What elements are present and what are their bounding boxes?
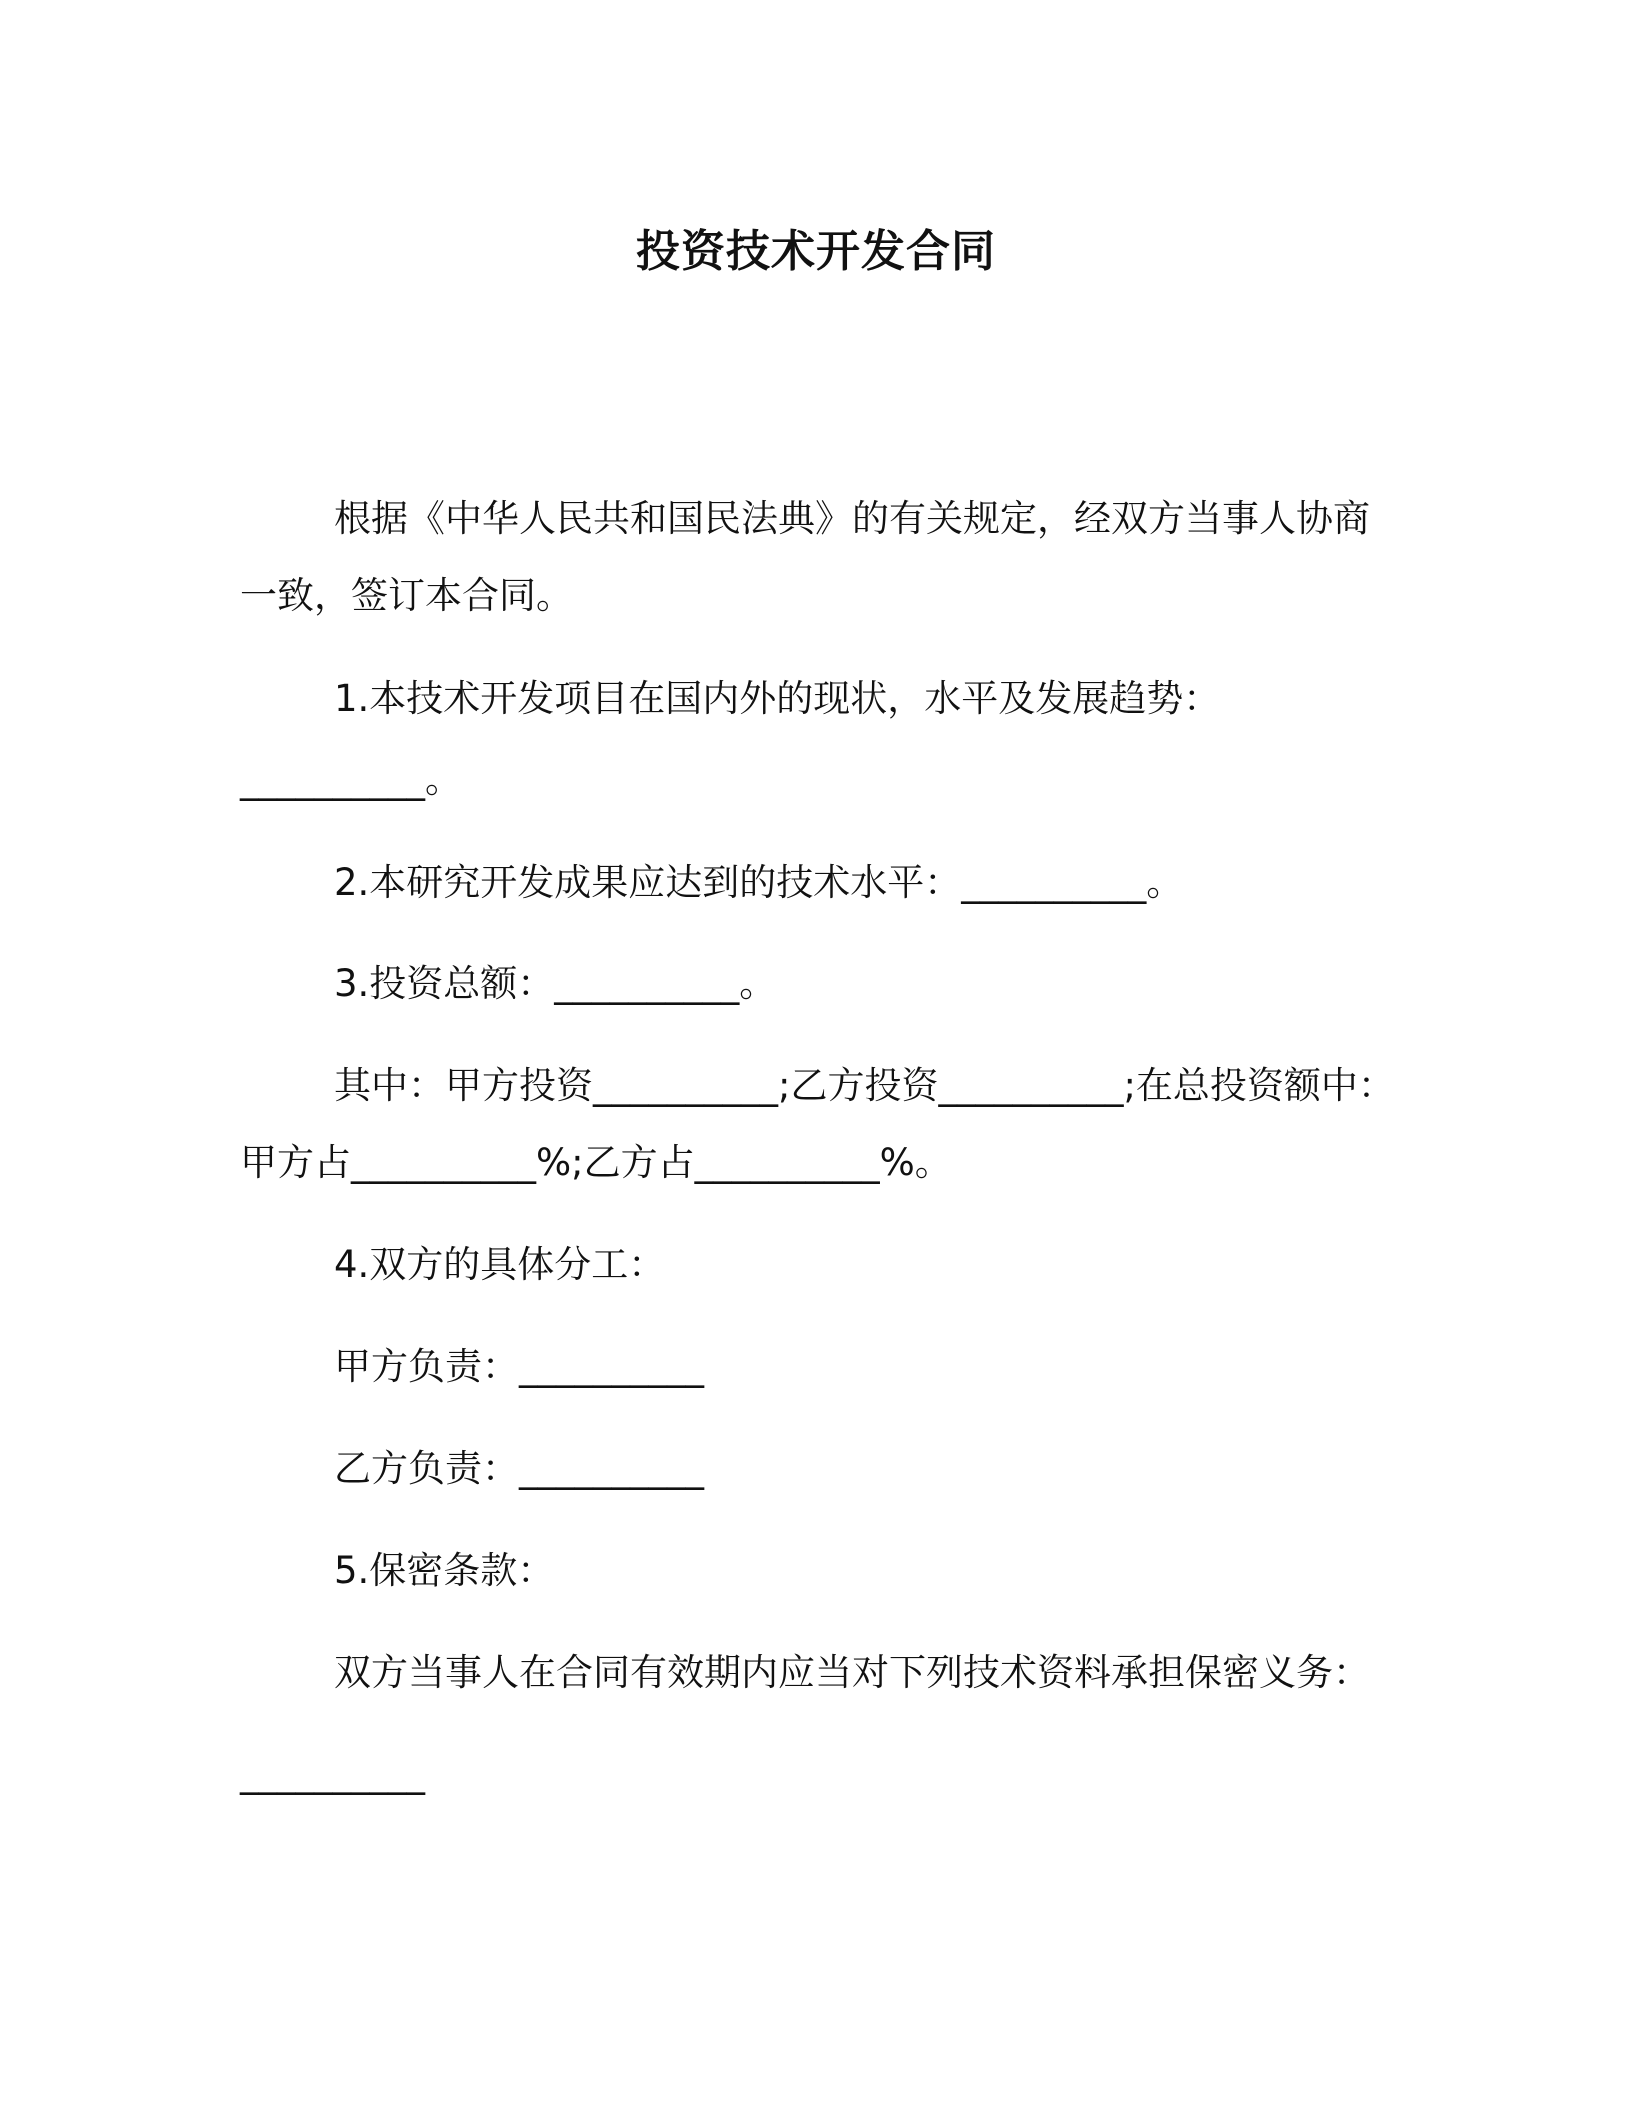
clause-4-text: 4.双方的具体分工： — [334, 1243, 666, 1286]
clause-5-detail: 双方当事人在合同有效期内应当对下列技术资料承担保密义务： — [334, 1651, 1370, 1694]
preamble-line-1: 根据《中华人民共和国民法典》的有关规定，经双方当事人协商 — [334, 497, 1370, 540]
clause-5-blank: __________ — [240, 1752, 425, 1795]
clause-4-party-a: 甲方负责：__________ — [334, 1345, 704, 1388]
clause-3-detail-line-2: 甲方占__________%;乙方占__________%。 — [240, 1141, 952, 1184]
clause-3-detail-line-1: 其中：甲方投资__________;乙方投资__________;在总投资额中： — [334, 1064, 1395, 1107]
preamble-line-2: 一致，签订本合同。 — [240, 574, 573, 617]
clause-1-blank: __________。 — [240, 758, 462, 801]
clause-1-text: 1.本技术开发项目在国内外的现状，水平及发展趋势： — [334, 677, 1221, 720]
clause-3-text: 3.投资总额：__________。 — [334, 962, 777, 1005]
clause-2-text: 2.本研究开发成果应达到的技术水平：__________。 — [334, 861, 1184, 904]
clause-5-text: 5.保密条款： — [334, 1549, 555, 1592]
document-title: 投资技术开发合同 — [636, 226, 996, 277]
clause-4-party-b: 乙方负责：__________ — [334, 1447, 704, 1490]
